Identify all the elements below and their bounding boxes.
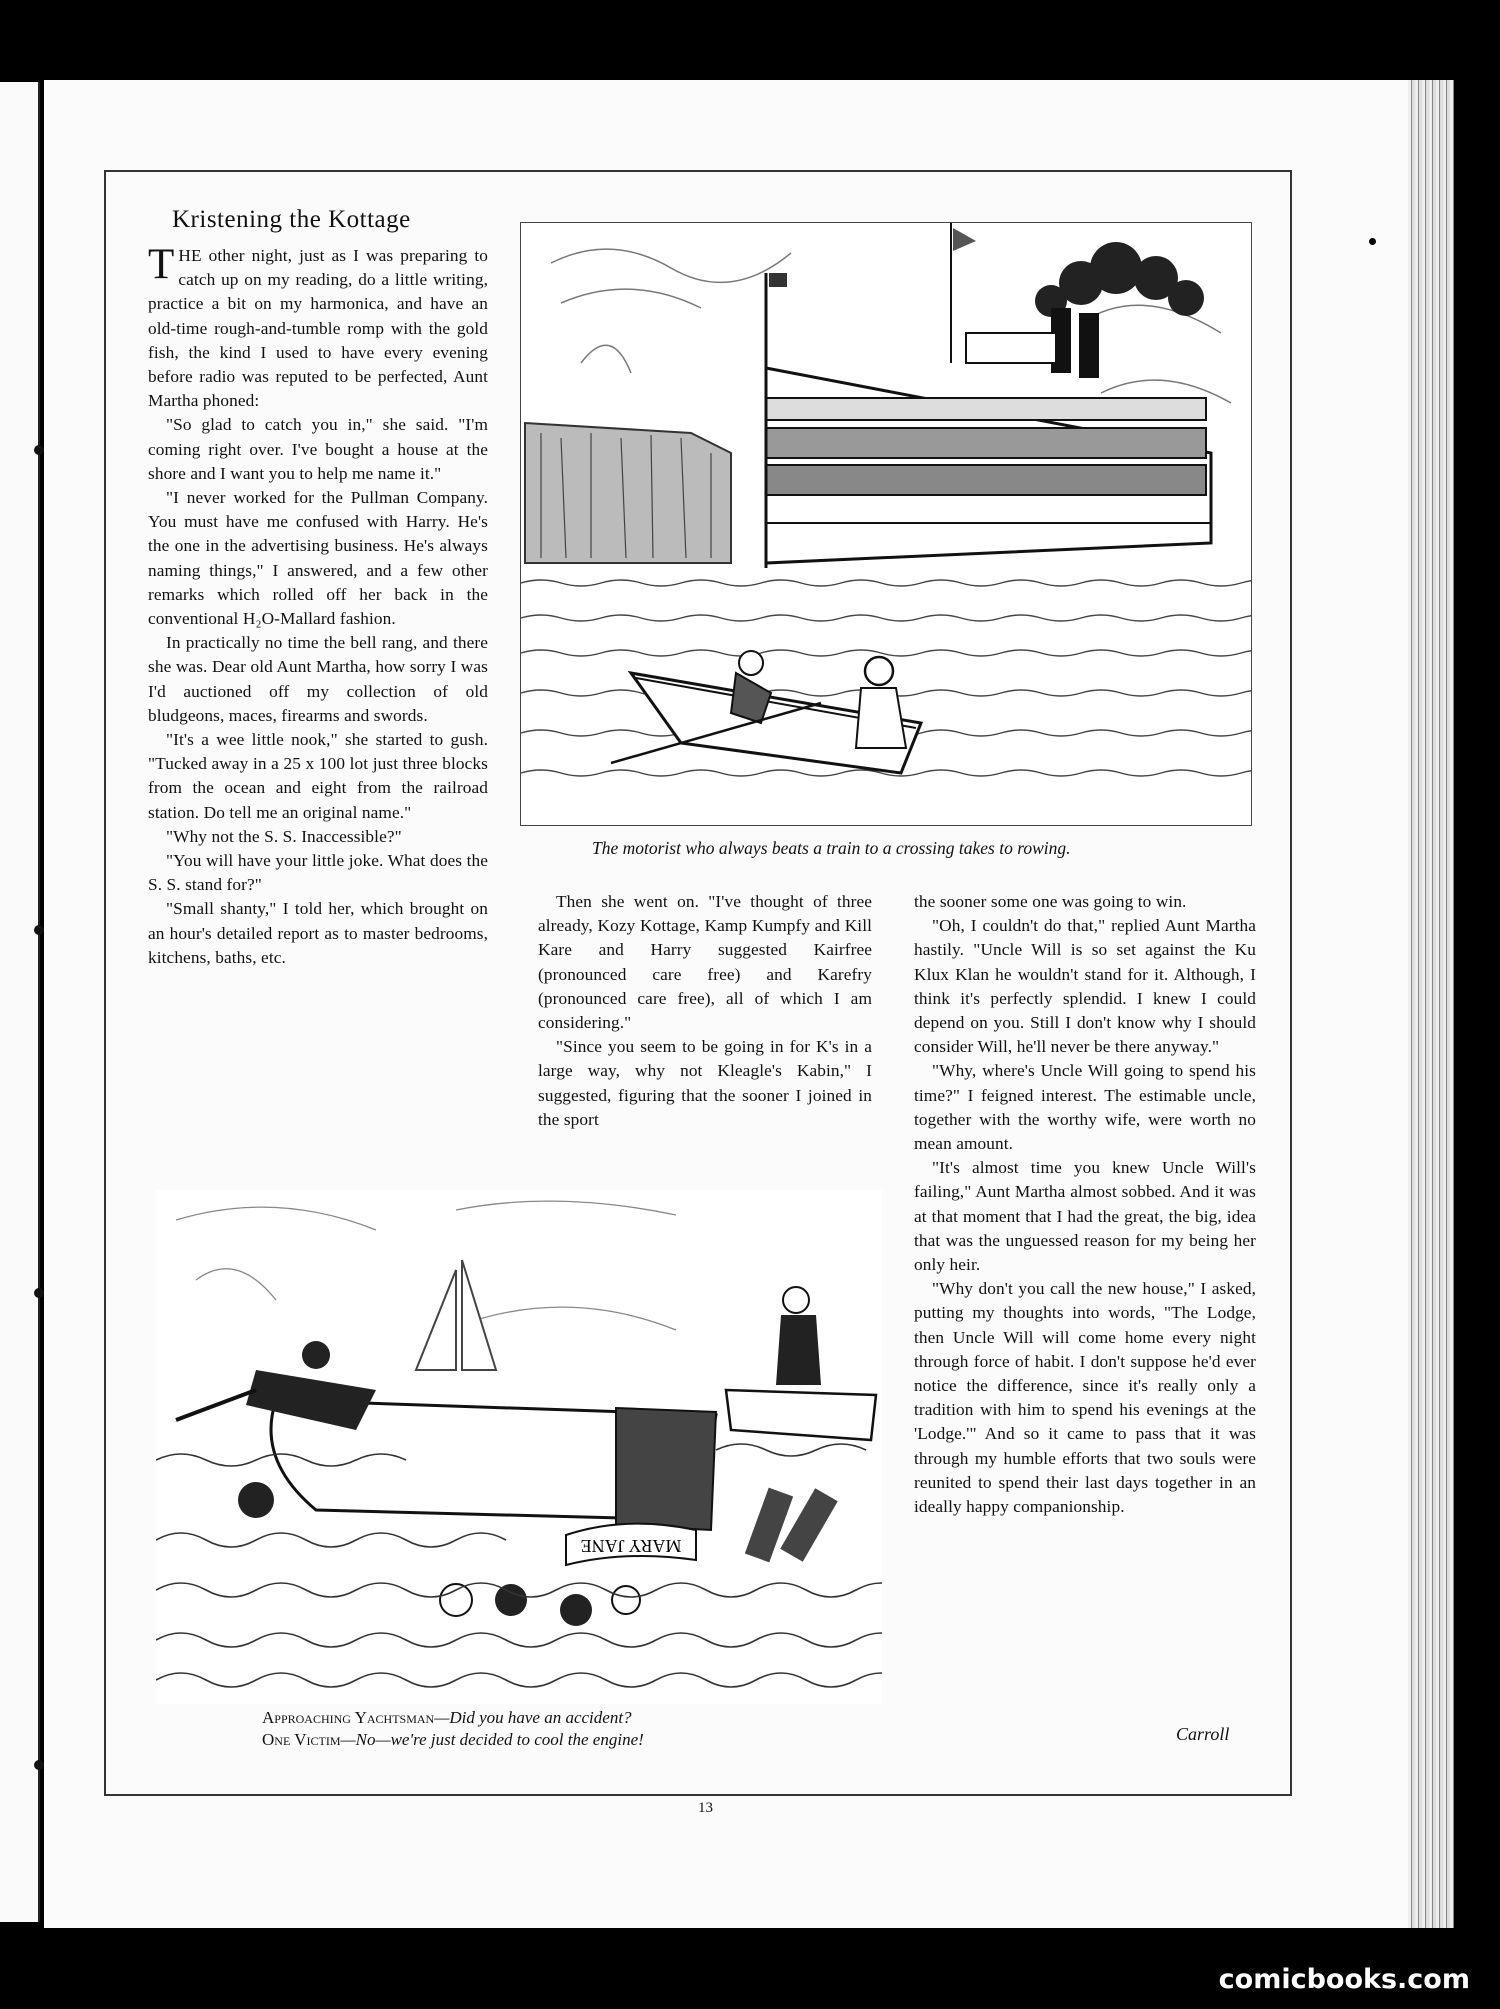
binding-stitch [34, 925, 44, 935]
binding-stitch [34, 1760, 44, 1770]
boat-name: MARY JANE [580, 1536, 682, 1556]
binding-stitch [34, 1288, 44, 1298]
top-cartoon-caption: The motorist who always beats a train to a crossing takes to rowing. [592, 838, 1071, 858]
paragraph: "You will have your little joke. What does the S. S. stand for?" [148, 851, 488, 895]
binding-stitch [34, 445, 44, 455]
steamship-illustration [521, 223, 1251, 825]
paragraph: THE other night, just as I was preparing to catch up on my reading, do a little writing, practice a bit on my harmonica, and have an old-time rough-and-tumble romp with the gold fish, the kind I used to have every evening before radio was reputed to be perfected, Aunt Martha phoned: [148, 241, 488, 411]
paragraph: "Small shanty," I told her, which brought on an hour's detailed report as to master bedrooms, kitchens, baths, etc. [148, 899, 488, 967]
paragraph: "So glad to catch you in," she said. "I'm coming right over. I've bought a house at the shore and I want you to help me name it." [148, 415, 488, 483]
caption-speaker: One Victim [262, 1730, 341, 1749]
ink-speck [1369, 238, 1376, 245]
yacht-accident-cartoon [156, 1190, 882, 1704]
page-number: 13 [698, 1800, 713, 1816]
paragraph: "Oh, I couldn't do that," replied Aunt Martha hastily. "Uncle Will is so set against the Ku Klux Klan he wouldn't stand for it. Although, I think it's perfectly splendid. I knew I could depend on you. Still I don't know why I should consider Will, he'll never be there anyway." [914, 916, 1256, 1057]
capsized-boat-illustration [156, 1190, 882, 1704]
bottom-cartoon-caption-line-1 [262, 1708, 632, 1728]
site-watermark: comicbooks.com [1218, 1964, 1470, 1995]
paragraph: the sooner some one was going to win. [914, 892, 1187, 911]
bottom-cartoon-caption-line-2 [262, 1730, 644, 1750]
caption-dialogue: —Did you have an accident? [434, 1708, 632, 1727]
author-signature: Carroll [1176, 1724, 1230, 1744]
facing-page-edge [0, 82, 40, 1922]
steamship-rowboat-cartoon [520, 222, 1252, 826]
caption-speaker: Approaching Yachtsman [262, 1708, 435, 1727]
drop-cap: T [148, 241, 175, 288]
article-title: Kristening the Kottage [172, 206, 411, 233]
article-column-2 [538, 890, 872, 1132]
paragraph: "It's almost time you knew Uncle Will's failing," Aunt Martha almost sobbed. And it was at that moment that I had the great, the big, idea that was the unguessed reason for my being her only heir. [914, 1158, 1256, 1275]
page-stack-edges [1408, 80, 1454, 1928]
paragraph: "Why don't you call the new house," I asked, putting my thoughts into words, "The Lodge, then Uncle Will will come home every night through force of habit. I don't suppose he'd ever notice the difference, since it's really only a tradition with him to spend his evenings at the 'Lodge.'" And so it came to pass that it was through my humble efforts that two souls were reunited to spend their last days together in an ideally happy companionship. [914, 1279, 1256, 1517]
paragraph: "It's a wee little nook," she started to gush. "Tucked away in a 25 x 100 lot just three blocks from the ocean and eight from the railroad station. Do tell me an original name." [148, 730, 488, 822]
article-column-1 [148, 241, 488, 970]
paragraph: "Why not the S. S. Inaccessible?" [166, 826, 402, 846]
paragraph: "Why, where's Uncle Will going to spend his time?" I feigned interest. The estimable uncle, together with the worthy wife, were worth no mean amount. [914, 1061, 1256, 1154]
paragraph: Then she went on. "I've thought of three already, Kozy Kottage, Kamp Kumpfy and Kill Kare and Harry suggested Kairfree (pronounced care free) and Karefry (pronounced care free), all of which I am considering." [538, 892, 872, 1033]
paragraph: "I never worked for the Pullman Company. You must have me confused with Harry. He's the one in the advertising business. He's always naming things," I answered, and a few other remarks which rolled off her back in the conventional H₂O-Mallard fashion. [148, 488, 488, 629]
paragraph: In practically no time the bell rang, and there she was. Dear old Aunt Martha, how sorry I was I'd auctioned off my collection of old bludgeons, maces, firearms and swords. [148, 633, 488, 725]
caption-dialogue: —No—we're just decided to cool the engine! [340, 1730, 644, 1749]
article-column-3 [914, 890, 1256, 1519]
paragraph: "Since you seem to be going in for K's in a large way, why not Kleagle's Kabin," I suggested, figuring that the sooner I joined in the sport [538, 1037, 872, 1129]
